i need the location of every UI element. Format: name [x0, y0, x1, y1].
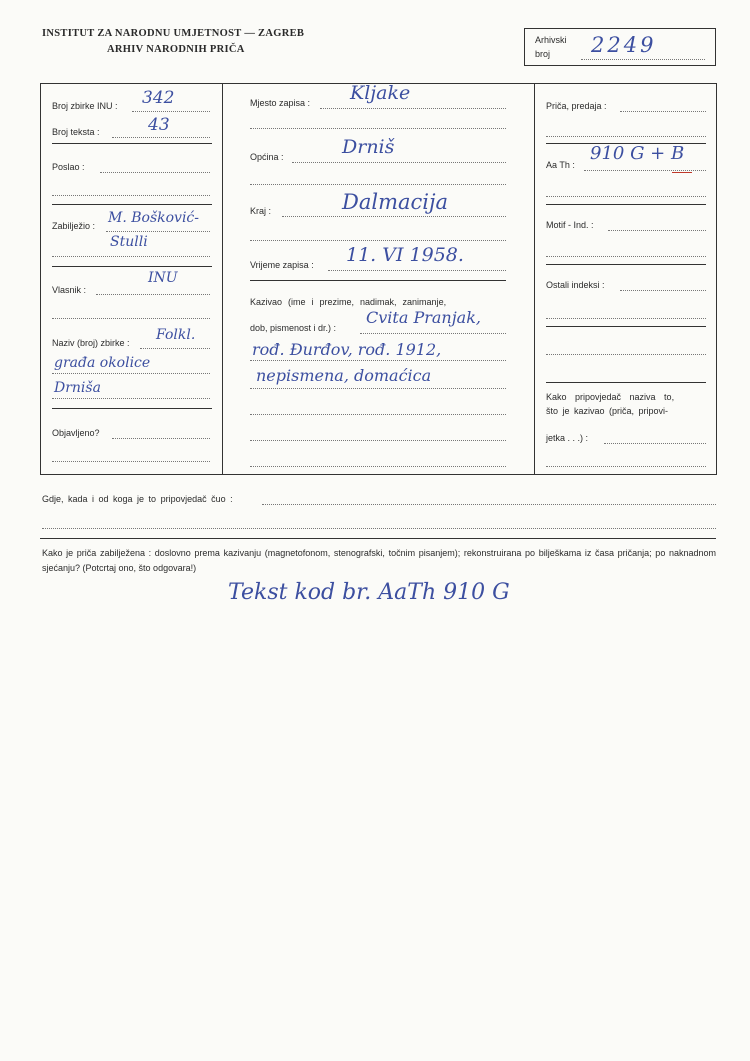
teksta-label: Broj teksta : — [52, 127, 100, 137]
aath-red-underline — [672, 172, 692, 173]
divider-left — [222, 83, 223, 475]
kazivao-line-4 — [250, 414, 506, 415]
zabiljezio-value-2[interactable]: Stulli — [110, 234, 148, 250]
naziv-line-3 — [52, 398, 210, 399]
rule-left-3 — [52, 266, 212, 267]
prica-line-2 — [546, 136, 706, 137]
objavljeno-line — [112, 438, 210, 439]
kazivao-label: Kazivao (ime i prezime, nadimak, zanimanje, — [250, 297, 447, 307]
zbirka-line — [132, 111, 210, 112]
ostali-line — [620, 290, 706, 291]
mjesto-line-2 — [250, 128, 506, 129]
poslao-line-2 — [52, 195, 210, 196]
rule-left-2 — [52, 204, 212, 205]
mjesto-label: Mjesto zapisa : — [250, 98, 311, 108]
vlasnik-line — [96, 294, 210, 295]
vrijeme-value[interactable]: 11. VI 1958. — [346, 244, 464, 266]
mjesto-line — [320, 108, 506, 109]
rule-right-4 — [546, 326, 706, 327]
opcina-value[interactable]: Drniš — [342, 136, 395, 158]
divider-right — [534, 83, 535, 475]
kazivao-line — [360, 333, 506, 334]
kraj-label: Kraj : — [250, 206, 272, 216]
kazivao-line-3 — [250, 388, 506, 389]
rule-right-3 — [546, 264, 706, 265]
objavljeno-label: Objavljeno? — [52, 428, 100, 438]
kako-line — [604, 443, 706, 444]
aath-value[interactable]: 910 G + B — [590, 143, 685, 164]
kazivao-value-2[interactable]: rođ. Đurđov, rođ. 1912, — [252, 340, 442, 359]
kazivao-line-6 — [250, 466, 506, 467]
motif-line — [608, 230, 706, 231]
prica-label: Priča, predaja : — [546, 101, 607, 111]
rule-right-2 — [546, 204, 706, 205]
kako-line-2 — [546, 466, 706, 467]
gdje-label: Gdje, kada i od koga je to pripovjedač čuo : — [42, 494, 233, 504]
ostali-line-3 — [546, 354, 706, 355]
kazivao-label-2: dob, pismenost i dr.) : — [250, 323, 337, 333]
kraj-value[interactable]: Dalmacija — [342, 190, 449, 214]
kako-label-3: jetka . . .) : — [546, 433, 589, 443]
aath-line-2 — [546, 196, 706, 197]
poslao-line — [100, 172, 210, 173]
archive-title: ARHIV NARODNIH PRIČA — [107, 44, 245, 55]
rule-left-1 — [52, 143, 212, 144]
archive-number-line — [581, 59, 705, 60]
archive-number-value[interactable]: 2249 — [591, 33, 657, 57]
archive-number-box — [524, 28, 716, 66]
kako-label-2: što je kazivao (priča, pripovi- — [546, 406, 669, 416]
naziv-value[interactable]: Folkl. — [156, 327, 196, 343]
ostali-label: Ostali indeksi : — [546, 280, 605, 290]
aath-label: Aa Th : — [546, 160, 575, 170]
naziv-line-2 — [52, 373, 210, 374]
ostali-line-2 — [546, 318, 706, 319]
zabiljezio-value[interactable]: M. Bošković- — [108, 210, 200, 226]
mjesto-value[interactable]: Kljake — [350, 82, 411, 104]
kazivao-value-3[interactable]: nepismena, domaćica — [256, 366, 432, 385]
vlasnik-line-2 — [52, 318, 210, 319]
gdje-line — [262, 504, 716, 505]
kraj-line — [282, 216, 506, 217]
institute-title: INSTITUT ZA NARODNU UMJETNOST — ZAGREB — [42, 28, 305, 39]
kraj-line-2 — [250, 240, 506, 241]
gdje-line-2 — [42, 528, 716, 529]
kazivao-value[interactable]: Cvita Pranjak, — [366, 308, 481, 327]
naziv-value-2[interactable]: građa okolice — [54, 355, 151, 371]
opcina-line-2 — [250, 184, 506, 185]
poslao-label: Poslao : — [52, 162, 85, 172]
motif-line-2 — [546, 256, 706, 257]
naziv-line — [140, 348, 210, 349]
zbirka-label: Broj zbirke INU : — [52, 101, 118, 111]
kako-zabiljezena-text: Kako je priča zabilježena : doslovno prema kazivanju (magnetofonom, stenografski, točnim pisanjem); rekonstruirana po bilješkama iz časa pričanja; po naknadnom sjećanju? (Potcrtaj ono, što odgovara!) — [42, 548, 716, 573]
kako-label: Kako pripovjedač naziva to, — [546, 392, 675, 402]
vrijeme-line — [328, 270, 506, 271]
zabiljezio-label: Zabilježio : — [52, 221, 96, 231]
rule-middle-1 — [250, 280, 506, 281]
motif-label: Motif - Ind. : — [546, 220, 594, 230]
rule-bottom — [40, 538, 716, 539]
vrijeme-label: Vrijeme zapisa : — [250, 260, 314, 270]
naziv-value-3[interactable]: Drniša — [54, 380, 101, 396]
handwritten-note[interactable]: Tekst kod br. AaTh 910 G — [228, 580, 510, 605]
kazivao-line-5 — [250, 440, 506, 441]
zbirka-value[interactable]: 342 — [142, 88, 175, 108]
aath-line — [584, 170, 706, 171]
rule-right-5 — [546, 382, 706, 383]
teksta-value[interactable]: 43 — [148, 115, 170, 135]
vlasnik-label: Vlasnik : — [52, 285, 87, 295]
zabiljezio-line — [106, 231, 210, 232]
zabiljezio-line-2 — [52, 256, 210, 257]
archive-number-label-2: broj — [535, 49, 551, 59]
naziv-label: Naziv (broj) zbirke : — [52, 338, 130, 348]
teksta-line — [112, 137, 210, 138]
rule-left-4 — [52, 408, 212, 409]
kazivao-line-2 — [250, 360, 506, 361]
vlasnik-value[interactable]: INU — [148, 270, 178, 286]
prica-line — [620, 111, 706, 112]
objavljeno-line-2 — [52, 461, 210, 462]
archive-number-label: Arhivski — [535, 35, 567, 45]
opcina-label: Općina : — [250, 152, 284, 162]
opcina-line — [292, 162, 506, 163]
